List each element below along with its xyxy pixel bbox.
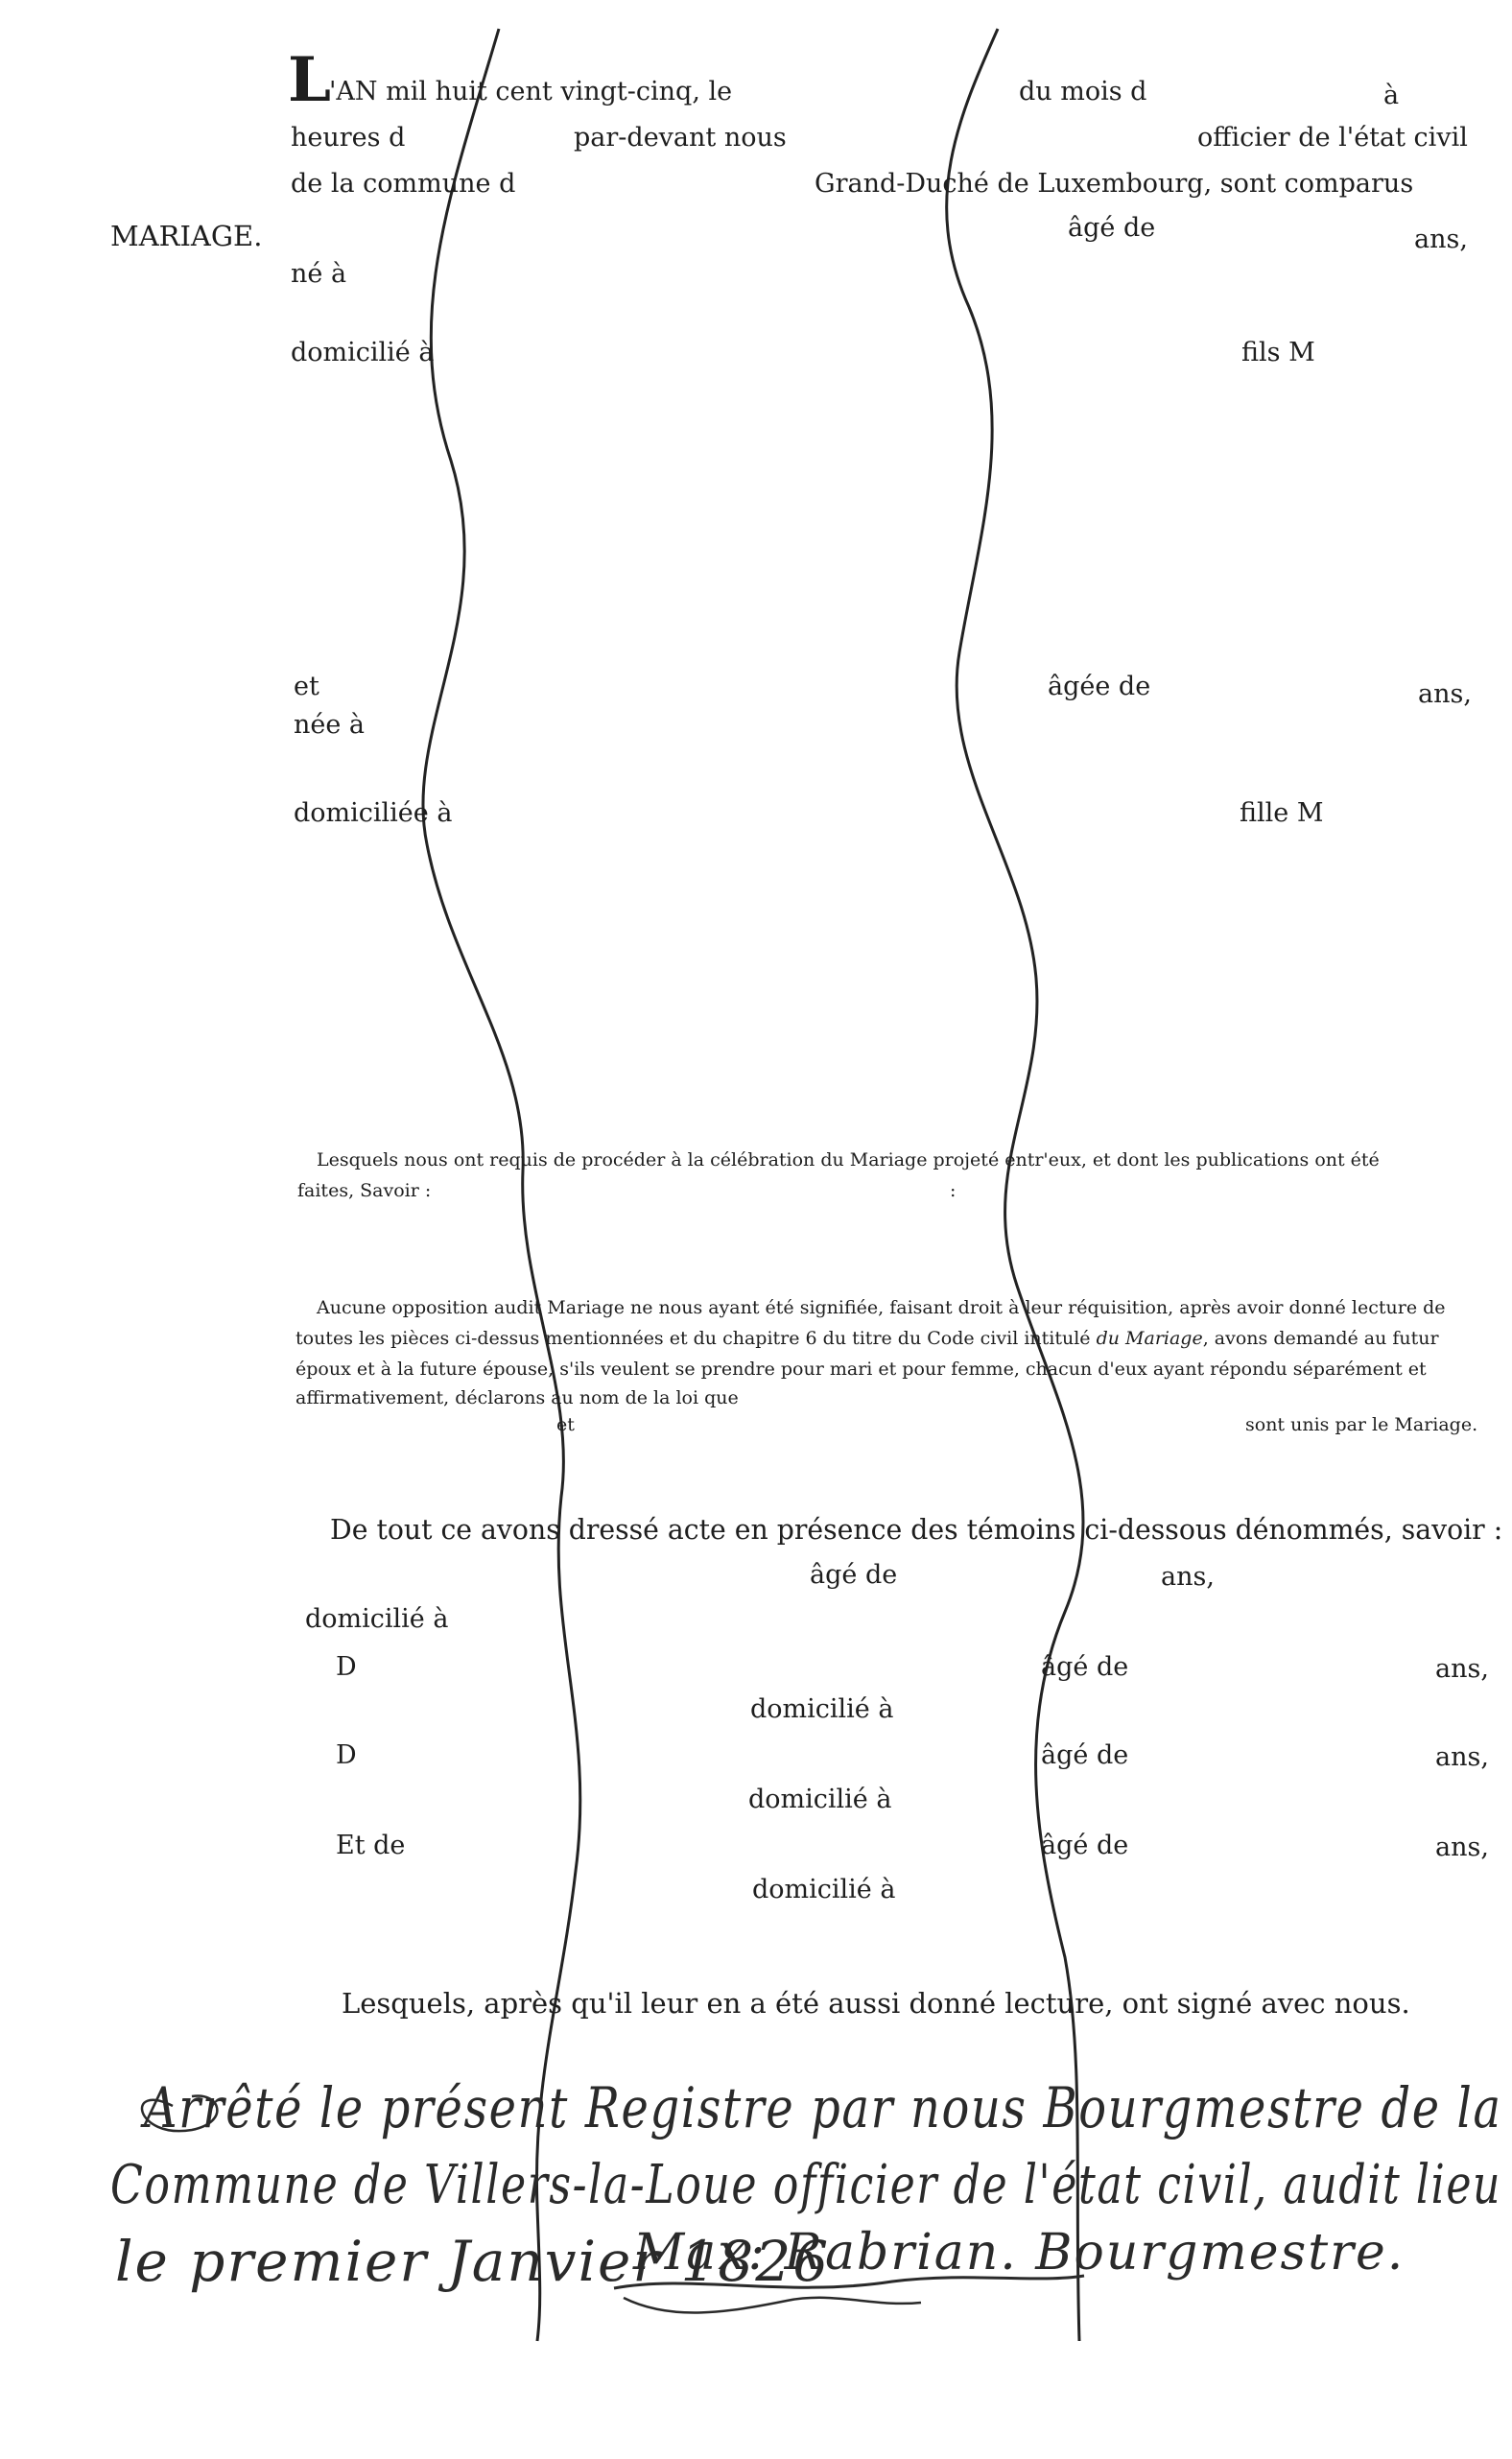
opposition-line4: affirmativement, déclarons au nom de la loi que <box>295 1387 739 1408</box>
handwritten-line2: Commune de Villers-la-Loue officier de l'état civil, audit lieu <box>110 2154 1502 2216</box>
witness3-age: âgé de <box>1041 1740 1129 1770</box>
groom-domicile-label: domicilié à <box>291 338 435 367</box>
closing-line: Lesquels, après qu'il leur en a été aussi donné lecture, ont signé avec nous. <box>342 1987 1410 2020</box>
header-line3-start: de la commune d <box>291 169 516 199</box>
opposition-line2 <box>295 1330 1439 1348</box>
drop-cap: L <box>288 44 331 116</box>
opposition-line2-italic: du Mariage <box>1096 1328 1203 1349</box>
bride-age-label: âgée de <box>1048 672 1151 701</box>
opposition-line1: Aucune opposition audit Mariage ne nous ayant été signifiée, faisant droit à leur réquisition, après avoir donné lecture de <box>317 1297 1446 1318</box>
groom-born-label: né à <box>291 259 347 289</box>
witness4-age: âgé de <box>1041 1831 1129 1860</box>
header-line1-end: à <box>1383 81 1400 110</box>
header-line3-mid: Grand-Duché de Luxembourg, sont comparus <box>815 169 1414 199</box>
bride-et-label: et <box>294 672 319 701</box>
request-line2-colon: : <box>950 1180 957 1201</box>
opposition-line3: époux et à la future épouse, s'ils veulent se prendre pour mari et pour femme, chacun d'eux ayant répondu séparément et <box>295 1359 1427 1380</box>
header-line2-start: heures d <box>291 123 406 153</box>
opposition-line2-end: , avons demandé au futur <box>1202 1328 1439 1349</box>
witness2-prefix: D <box>336 1652 357 1682</box>
bride-ans-label: ans, <box>1418 679 1472 709</box>
witness3-prefix: D <box>336 1740 357 1770</box>
margin-label: MARIAGE. <box>110 220 263 252</box>
witness3-ans: ans, <box>1435 1742 1489 1772</box>
handwritten-line3: le premier Janvier 1826 <box>115 2229 831 2294</box>
bride-born-label: née à <box>294 710 366 740</box>
handwritten-signature: Max: Rabrian. Bourgmestre. <box>633 2224 1406 2282</box>
signature-flourish <box>624 2298 921 2313</box>
witness1-ans: ans, <box>1161 1562 1215 1592</box>
witness3-domicile: domicilié à <box>748 1785 892 1814</box>
witness2-domicile: domicilié à <box>750 1694 894 1724</box>
header-line1-mid: du mois d <box>1019 77 1147 106</box>
witness1-age: âgé de <box>810 1560 898 1590</box>
header-line1-start: 'AN mil huit cent vingt-cinq, le <box>329 77 733 106</box>
witness4-prefix: Et de <box>336 1831 406 1860</box>
request-line2: faites, Savoir : <box>297 1180 432 1201</box>
bride-domicile-label: domiciliée à <box>294 798 453 828</box>
handwritten-line1: Arrêté le présent Registre par nous Bourgmestre de la <box>144 2075 1502 2140</box>
opposition-line2-start: toutes les pièces ci-dessus mentionnées et du chapitre 6 du titre du Code civil intitulé <box>295 1328 1091 1349</box>
header-line2-mid: par-devant nous <box>574 123 787 153</box>
witnesses-intro: De tout ce avons dressé acte en présence des témoins ci-dessous dénommés, savoir : <box>330 1513 1503 1546</box>
witness2-age: âgé de <box>1041 1652 1129 1682</box>
witness4-ans: ans, <box>1435 1832 1489 1862</box>
groom-son-of-label: fils M <box>1241 338 1315 367</box>
groom-age-label: âgé de <box>1068 213 1156 243</box>
bride-daughter-of-label: fille M <box>1240 798 1324 828</box>
witness4-domicile: domicilié à <box>752 1875 896 1904</box>
opposition-line5-et: et <box>556 1414 575 1435</box>
groom-ans-label: ans, <box>1414 225 1468 254</box>
witness1-domicile: domicilié à <box>305 1604 449 1634</box>
header-line2-end: officier de l'état civil <box>1197 123 1468 153</box>
witness2-ans: ans, <box>1435 1654 1489 1684</box>
request-line1: Lesquels nous ont requis de procéder à la célébration du Mariage projeté entr'eux, et dont les publications ont été <box>317 1149 1380 1170</box>
opposition-line5-end: sont unis par le Mariage. <box>1245 1414 1478 1435</box>
